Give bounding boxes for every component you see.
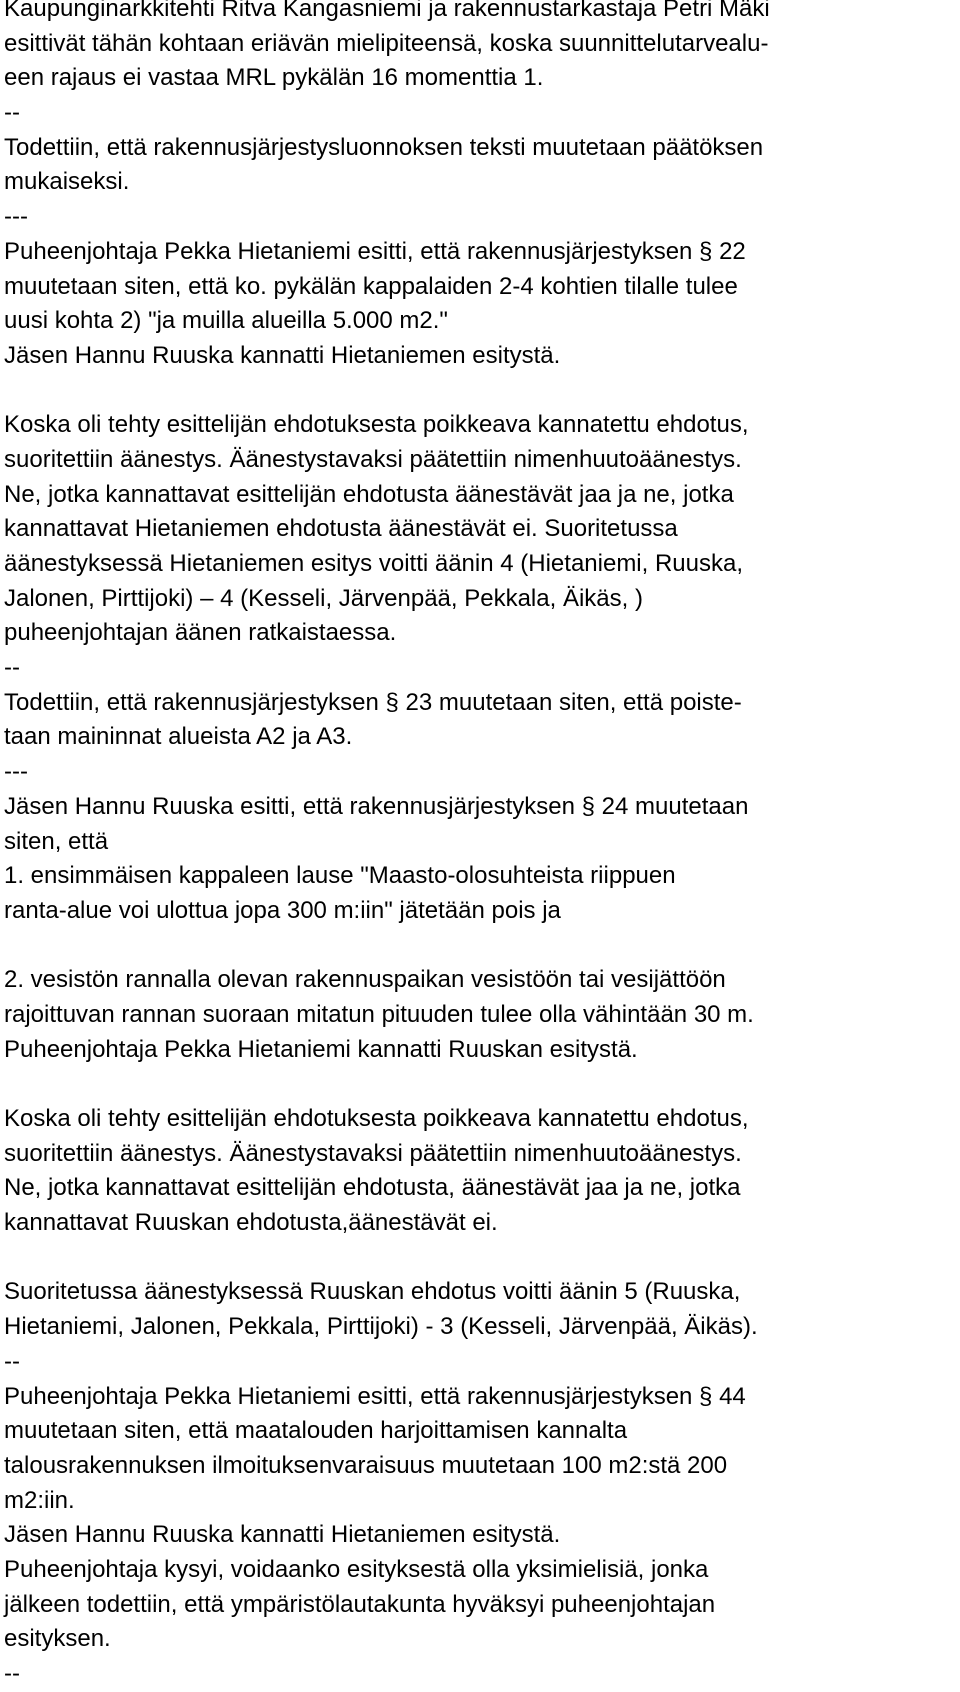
text-line: Ne, jotka kannattavat esittelijän ehdotusta äänestävät jaa ja ne, jotka [4, 480, 734, 508]
text-line: jälkeen todettiin, että ympäristölautakunta hyväksyi puheenjohtajan [4, 1590, 716, 1618]
text-line: Koska oli tehty esittelijän ehdotuksesta poikkeava kannatettu ehdotus, [4, 411, 749, 439]
document-body [4, 0, 958, 1692]
text-line: Kaupunginarkkitehti Ritva Kangasniemi ja rakennustarkastaja Petri Mäki [4, 0, 770, 22]
text-line: Jäsen Hannu Ruuska kannatti Hietaniemen esitystä. [4, 341, 561, 369]
blank-line [4, 1241, 958, 1276]
text-line: suoritettiin äänestys. Äänestystavaksi päätettiin nimenhuutoäänestys. [4, 445, 742, 473]
text-line: Ne, jotka kannattavat esittelijän ehdotusta, äänestävät jaa ja ne, jotka [4, 1174, 741, 1202]
text-line: uusi kohta 2) "ja muilla alueilla 5.000 m2." [4, 307, 448, 335]
blank-line [4, 929, 958, 964]
text-line: Todettiin, että rakennusjärjestyksen § 23 muutetaan siten, että poiste- [4, 688, 742, 716]
separator-line: -- [4, 654, 20, 682]
text-line: Todettiin, että rakennusjärjestysluonnoksen teksti muutetaan päätöksen [4, 133, 764, 161]
text-line: Puheenjohtaja Pekka Hietaniemi esitti, että rakennusjärjestyksen § 44 [4, 1382, 746, 1410]
text-line: mukaiseksi. [4, 168, 130, 196]
text-line: kannattavat Ruuskan ehdotusta,äänestävät ei. [4, 1209, 498, 1237]
text-line: taan maininnat alueista A2 ja A3. [4, 723, 353, 751]
separator-line: -- [4, 1347, 20, 1375]
text-line: m2:iin. [4, 1486, 75, 1514]
text-line: muutetaan siten, että maatalouden harjoittamisen kannalta [4, 1417, 628, 1445]
blank-line [4, 374, 958, 409]
text-line: Hietaniemi, Jalonen, Pekkala, Pirttijoki) - 3 (Kesseli, Järvenpää, Äikäs). [4, 1313, 758, 1341]
separator-line: -- [4, 1660, 20, 1687]
text-line: siten, että [4, 827, 109, 855]
text-line: een rajaus ei vastaa MRL pykälän 16 momenttia 1. [4, 64, 544, 92]
text-line: Jäsen Hannu Ruuska kannatti Hietaniemen esitystä. [4, 1521, 561, 1549]
text-line: Puheenjohtaja Pekka Hietaniemi esitti, että rakennusjärjestyksen § 22 [4, 237, 746, 265]
list-item: 2. vesistön rannalla olevan rakennuspaikan vesistöön tai vesijättöön [4, 966, 726, 994]
text-line: kannattavat Hietaniemen ehdotusta äänestävät ei. Suoritetussa [4, 515, 678, 543]
text-line: talousrakennuksen ilmoituksenvaraisuus muutetaan 100 m2:stä 200 [4, 1451, 728, 1479]
blank-line [4, 1067, 958, 1102]
list-item: 1. ensimmäisen kappaleen lause "Maasto-olosuhteista riippuen [4, 862, 676, 890]
text-line: äänestyksessä Hietaniemen esitys voitti äänin 4 (Hietaniemi, Ruuska, [4, 550, 744, 577]
text-line: Koska oli tehty esittelijän ehdotuksesta poikkeava kannatettu ehdotus, [4, 1105, 749, 1132]
separator-line: --- [4, 203, 28, 231]
text-line: esityksen. [4, 1625, 111, 1653]
text-line: esittivät tähän kohtaan eriävän mielipiteensä, koska suunnittelutarvealu- [4, 29, 769, 57]
separator-line: --- [4, 758, 28, 786]
separator-line: -- [4, 99, 20, 127]
text-line: puheenjohtajan äänen ratkaistaessa. [4, 619, 397, 647]
text-line: ranta-alue voi ulottua jopa 300 m:iin" jätetään pois ja [4, 896, 561, 924]
text-line: rajoittuvan rannan suoraan mitatun pituuden tulee olla vähintään 30 m. [4, 1000, 754, 1028]
text-line: Jalonen, Pirttijoki) – 4 (Kesseli, Järvenpää, Pekkala, Äikäs, ) [4, 584, 643, 612]
text-line: Puheenjohtaja kysyi, voidaanko esityksestä olla yksimielisiä, jonka [4, 1555, 709, 1583]
text-line: Jäsen Hannu Ruuska esitti, että rakennusjärjestyksen § 24 muutetaan [4, 792, 749, 820]
text-line: muutetaan siten, että ko. pykälän kappalaiden 2-4 kohtien tilalle tulee [4, 272, 738, 300]
text-line: Suoritetussa äänestyksessä Ruuskan ehdotus voitti äänin 5 (Ruuska, [4, 1278, 741, 1306]
text-line: suoritettiin äänestys. Äänestystavaksi päätettiin nimenhuutoäänestys. [4, 1139, 742, 1167]
text-line: Puheenjohtaja Pekka Hietaniemi kannatti Ruuskan esitystä. [4, 1035, 638, 1063]
